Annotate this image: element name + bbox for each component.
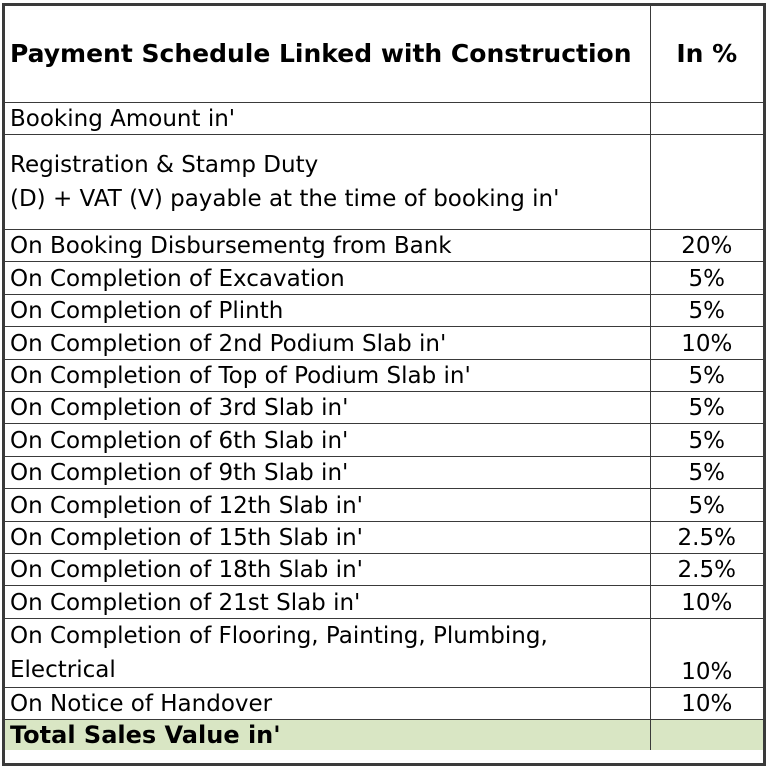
table-row	[5, 391, 763, 423]
row-percent: 10%	[650, 687, 763, 719]
table-row	[5, 521, 763, 553]
row-percent: 5%	[650, 489, 763, 521]
row-label	[5, 618, 650, 687]
row-percent: 5%	[650, 456, 763, 488]
row-label: On Booking Disbursementg from Bank	[5, 230, 650, 262]
payment-schedule-table	[5, 6, 763, 750]
total-row	[5, 720, 763, 751]
row-percent: 5%	[650, 294, 763, 326]
row-percent: 5%	[650, 359, 763, 391]
row-label: On Completion of 6th Slab in'	[5, 424, 650, 456]
row-percent: 5%	[650, 424, 763, 456]
row-label-line: Electrical	[10, 656, 116, 683]
table-row	[5, 135, 763, 230]
row-percent: 10%	[650, 618, 763, 687]
table-row	[5, 294, 763, 326]
row-label: On Completion of 18th Slab in'	[5, 553, 650, 585]
row-label: On Completion of Plinth	[5, 294, 650, 326]
table-row	[5, 553, 763, 585]
row-label: On Completion of 3rd Slab in'	[5, 391, 650, 423]
row-percent: 10%	[650, 586, 763, 618]
row-percent: 10%	[650, 327, 763, 359]
row-percent: 5%	[650, 262, 763, 294]
table-row	[5, 359, 763, 391]
table-row	[5, 489, 763, 521]
row-label-line: On Completion of Flooring, Painting, Plumbing,	[10, 622, 548, 649]
row-label: On Completion of 21st Slab in'	[5, 586, 650, 618]
row-percent	[650, 103, 763, 135]
row-label: On Completion of Excavation	[5, 262, 650, 294]
table-title: Payment Schedule Linked with Construction	[5, 6, 650, 103]
row-label: On Completion of 12th Slab in'	[5, 489, 650, 521]
row-label-line: (D) + VAT (V) payable at the time of booking in'	[10, 186, 560, 212]
table-row	[5, 456, 763, 488]
row-label: On Notice of Handover	[5, 687, 650, 719]
table-row	[5, 262, 763, 294]
row-percent: 5%	[650, 391, 763, 423]
row-label: Booking Amount in'	[5, 103, 650, 135]
row-label: On Completion of 2nd Podium Slab in'	[5, 327, 650, 359]
table-row	[5, 618, 763, 687]
table-row	[5, 424, 763, 456]
percent-column-header: In %	[650, 6, 763, 103]
table-row	[5, 230, 763, 262]
table-header-row	[5, 6, 763, 103]
payment-schedule-frame	[2, 3, 766, 766]
total-label: Total Sales Value in'	[5, 720, 650, 751]
row-percent: 2.5%	[650, 521, 763, 553]
table-row	[5, 103, 763, 135]
row-percent: 20%	[650, 230, 763, 262]
row-label	[5, 135, 650, 230]
row-percent	[650, 135, 763, 230]
table-row	[5, 327, 763, 359]
row-label-line: Registration & Stamp Duty	[10, 152, 319, 178]
row-label: On Completion of 9th Slab in'	[5, 456, 650, 488]
table-row	[5, 687, 763, 719]
row-label: On Completion of 15th Slab in'	[5, 521, 650, 553]
table-row	[5, 586, 763, 618]
total-percent	[650, 720, 763, 751]
row-label: On Completion of Top of Podium Slab in'	[5, 359, 650, 391]
row-percent: 2.5%	[650, 553, 763, 585]
